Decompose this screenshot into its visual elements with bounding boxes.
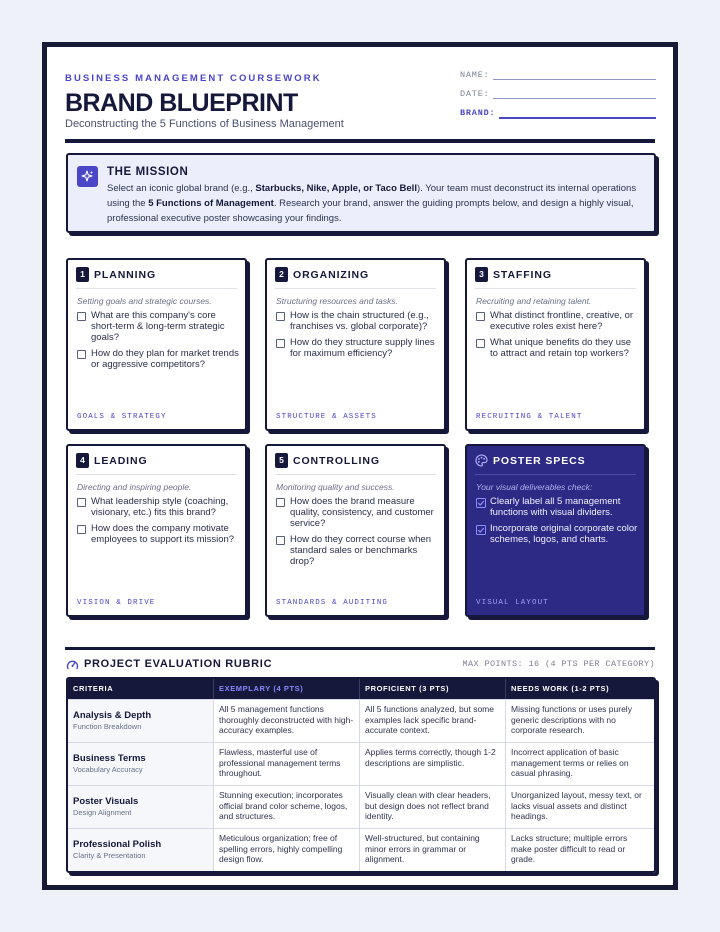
card-tag: RECRUITING & TALENT xyxy=(476,413,583,421)
card-number: 3 xyxy=(475,267,488,282)
table-cell: Stunning execution; incorporates official brand color scheme, logos, and structures. xyxy=(214,786,360,828)
criteria-name: Business Terms xyxy=(73,753,146,764)
course-kicker: BUSINESS MANAGEMENT COURSEWORK xyxy=(65,73,322,84)
sparkle-icon xyxy=(77,166,98,187)
criteria-sub: Design Alignment xyxy=(73,808,132,817)
card-subtitle: Monitoring quality and success. xyxy=(276,482,395,492)
brand-label: BRAND: xyxy=(460,108,496,118)
gauge-icon xyxy=(66,658,79,676)
card-subtitle: Directing and inspiring people. xyxy=(77,482,192,492)
criteria-name: Professional Polish xyxy=(73,839,162,850)
criteria-cell xyxy=(68,700,214,742)
card-subtitle: Your visual deliverables check: xyxy=(476,482,593,492)
table-row xyxy=(68,699,654,742)
palette-icon xyxy=(475,454,488,472)
table-cell: Applies terms correctly, though 1-2 descriptions are simplistic. xyxy=(360,743,506,785)
name-field[interactable] xyxy=(460,67,656,86)
prompt-list xyxy=(276,310,438,364)
prompt-list xyxy=(276,496,438,572)
header-divider xyxy=(65,139,655,143)
deliverables-list xyxy=(476,496,638,550)
column-header: CRITERIA xyxy=(68,679,214,699)
deliverable-item[interactable]: Clearly label all 5 management functions with visual dividers. xyxy=(476,496,638,518)
card-title: ORGANIZING xyxy=(293,269,370,281)
card-planning xyxy=(66,258,247,431)
card-subtitle: Setting goals and strategic courses. xyxy=(77,296,212,306)
criteria-cell xyxy=(68,829,214,871)
criteria-cell xyxy=(68,786,214,828)
prompt-list xyxy=(476,310,638,364)
page-title: BRAND BLUEPRINT xyxy=(65,89,298,117)
criteria-name: Analysis & Depth xyxy=(73,710,152,721)
criteria-sub: Function Breakdown xyxy=(73,722,142,731)
mission-box xyxy=(66,153,656,233)
card-staffing xyxy=(465,258,646,431)
rubric-title: PROJECT EVALUATION RUBRIC xyxy=(84,658,273,670)
mission-title: THE MISSION xyxy=(107,166,189,178)
date-label: DATE: xyxy=(460,89,490,99)
card-title: PLANNING xyxy=(94,269,157,281)
card-title: LEADING xyxy=(94,455,148,467)
table-header xyxy=(68,679,654,699)
table-row xyxy=(68,828,654,871)
card-leading xyxy=(66,444,247,617)
checkbox[interactable] xyxy=(276,312,285,321)
checkbox[interactable] xyxy=(276,339,285,348)
prompt-item[interactable]: What are this company's core short-term & long-term strategic goals? xyxy=(77,310,239,343)
criteria-cell xyxy=(68,743,214,785)
table-cell: Well-structured, but containing minor errors in grammar or alignment. xyxy=(360,829,506,871)
table-cell: Flawless, masterful use of professional management terms throughout. xyxy=(214,743,360,785)
checkbox[interactable] xyxy=(476,339,485,348)
card-poster-specs xyxy=(465,444,646,617)
card-organizing xyxy=(265,258,446,431)
functions-emphasis: 5 Functions of Management xyxy=(148,198,274,209)
card-number: 1 xyxy=(76,267,89,282)
card-title: CONTROLLING xyxy=(293,455,380,467)
prompt-item[interactable]: How does the brand measure quality, consistency, and customer service? xyxy=(276,496,438,529)
checkbox[interactable] xyxy=(77,525,86,534)
prompt-item[interactable]: What unique benefits do they use to attract and retain top workers? xyxy=(476,337,638,359)
table-cell: Lacks structure; multiple errors make poster difficult to read or grade. xyxy=(511,833,628,864)
card-tag: VISION & DRIVE xyxy=(77,599,156,607)
table-cell: Incorrect application of basic management terms or relies on casual phrasing. xyxy=(511,747,629,778)
table-cell: Meticulous organization; free of spelling errors, highly compelling design flow. xyxy=(214,829,360,871)
criteria-sub: Clarity & Presentation xyxy=(73,851,146,860)
rubric-table xyxy=(66,677,656,873)
prompt-item[interactable]: How do they structure supply lines for maximum efficiency? xyxy=(276,337,438,359)
checkbox[interactable] xyxy=(276,536,285,545)
criteria-name: Poster Visuals xyxy=(73,796,139,807)
card-tag: GOALS & STRATEGY xyxy=(77,413,167,421)
prompt-item[interactable]: How do they correct course when standard sales or benchmarks drop? xyxy=(276,534,438,567)
card-title: STAFFING xyxy=(493,269,552,281)
student-fields xyxy=(460,67,656,124)
card-number: 5 xyxy=(275,453,288,468)
card-number: 4 xyxy=(76,453,89,468)
table-row xyxy=(68,742,654,785)
page-subtitle: Deconstructing the 5 Functions of Business Management xyxy=(65,118,344,130)
table-cell: All 5 management functions thoroughly deconstructed with high-accuracy examples. xyxy=(214,700,360,742)
checked-box-icon[interactable] xyxy=(476,498,486,508)
table-cell: All 5 functions analyzed, but some examples lack specific brand-accurate context. xyxy=(360,700,506,742)
brand-line[interactable] xyxy=(499,117,656,119)
name-label: NAME: xyxy=(460,70,490,80)
worksheet xyxy=(42,42,678,890)
prompt-list xyxy=(77,310,239,375)
date-line[interactable] xyxy=(493,98,656,99)
column-header: NEEDS WORK (1-2 PTS) xyxy=(511,684,610,693)
mission-text: Select an iconic global brand (e.g., Starbucks, Nike, Apple, or Taco Bell). Your team must deconstruct its internal operations using the 5 Functions of Management. Research your brand, answer the guiding prompts below, and design a highly visual, professional executive poster showcasing your findings. xyxy=(107,183,637,224)
prompt-item[interactable]: How does the company motivate employees to support its mission? xyxy=(77,523,239,545)
brand-examples: Starbucks, Nike, Apple, or Taco Bell xyxy=(255,183,417,194)
card-title: POSTER SPECS xyxy=(493,455,586,467)
deliverable-item[interactable]: Incorporate original corporate color schemes, logos, and charts. xyxy=(476,523,638,545)
column-header: PROFICIENT (3 PTS) xyxy=(360,679,506,699)
max-points: MAX POINTS: 16 (4 PTS PER CATEGORY) xyxy=(462,659,655,669)
table-cell: Visually clean with clear headers, but design does not reflect brand identity. xyxy=(360,786,506,828)
criteria-sub: Vocabulary Accuracy xyxy=(73,765,143,774)
prompt-list xyxy=(77,496,239,550)
prompt-item[interactable]: What leadership style (coaching, visionary, etc.) fits this brand? xyxy=(77,496,239,518)
checkbox[interactable] xyxy=(276,498,285,507)
section-divider xyxy=(65,647,655,650)
card-tag: STANDARDS & AUDITING xyxy=(276,599,389,607)
column-header: EXEMPLARY (4 PTS) xyxy=(214,679,360,699)
prompt-item[interactable]: How do they plan for market trends or aggressive competitors? xyxy=(77,348,239,370)
date-field[interactable] xyxy=(460,86,656,105)
card-number: 2 xyxy=(275,267,288,282)
checkbox[interactable] xyxy=(77,498,86,507)
card-subtitle: Structuring resources and tasks. xyxy=(276,296,398,306)
card-tag: VISUAL LAYOUT xyxy=(476,599,549,607)
brand-field[interactable] xyxy=(460,105,656,124)
name-line[interactable] xyxy=(493,79,656,80)
table-cell: Missing functions or uses purely generic descriptions with no corporate research. xyxy=(511,704,632,735)
table-cell: Unorganized layout, messy text, or lacks visual assets and distinct headings. xyxy=(511,790,642,821)
prompt-item[interactable]: What distinct frontline, creative, or executive roles exist here? xyxy=(476,310,638,332)
checkbox[interactable] xyxy=(77,312,86,321)
checked-box-icon[interactable] xyxy=(476,525,486,535)
prompt-item[interactable]: How is the chain structured (e.g., franchises vs. global corporate)? xyxy=(276,310,438,332)
checkbox[interactable] xyxy=(77,350,86,359)
card-tag: STRUCTURE & ASSETS xyxy=(276,413,377,421)
card-controlling xyxy=(265,444,446,617)
table-row xyxy=(68,785,654,828)
checkbox[interactable] xyxy=(476,312,485,321)
card-subtitle: Recruiting and retaining talent. xyxy=(476,296,592,306)
